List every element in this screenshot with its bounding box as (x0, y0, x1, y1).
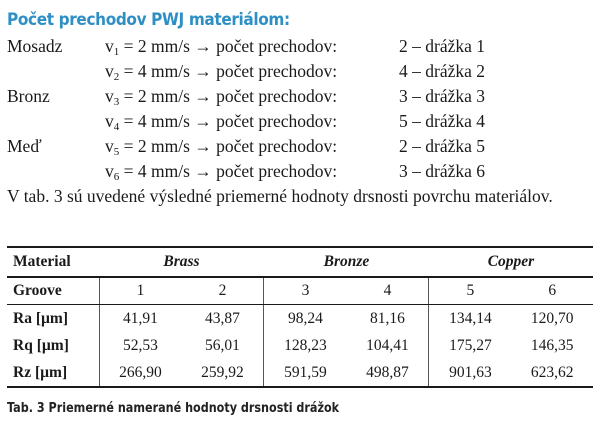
table-cell: 134,14 (449, 309, 492, 327)
equation-text: = 2 mm/s → počet prechodov: (119, 136, 338, 156)
group-header-brass: Brass (99, 247, 264, 277)
pass-row (7, 59, 597, 84)
pass-result: 3 – drážka 3 (399, 86, 486, 106)
table-cell: 901,63 (429, 359, 511, 387)
pass-result: 3 – drážka 6 (399, 161, 486, 181)
body-paragraph: V tab. 3 sú uvedené výsledné priemerné hodnoty drsnosti povrchu materiálov. (7, 186, 553, 206)
pass-count-list (7, 34, 597, 184)
table-cell: 259,92 (181, 359, 263, 387)
speed-equation (105, 159, 337, 184)
row-label: Rq [µm] (7, 332, 99, 359)
pass-row (7, 109, 597, 134)
table-cell: 120,70 (530, 309, 574, 327)
groove-number: 5 (429, 277, 511, 305)
group-header-bronze: Bronze (264, 247, 429, 277)
table-cell: 52,53 (123, 336, 158, 354)
equation-text: = 4 mm/s → počet prechodov: (119, 161, 338, 181)
speed-equation (105, 134, 337, 159)
table-cell: 146,35 (530, 336, 574, 354)
velocity-index: 1 (113, 46, 120, 58)
groove-number: 3 (264, 277, 346, 305)
table-cell: 41,91 (123, 309, 158, 327)
velocity-index: 6 (113, 171, 120, 183)
velocity-symbol: v (105, 36, 114, 56)
pass-row (7, 159, 597, 184)
equation-text: = 4 mm/s → počet prechodov: (119, 61, 338, 81)
pass-result: 2 – drážka 1 (399, 36, 486, 56)
velocity-index: 2 (113, 71, 120, 83)
material-label: Meď (7, 136, 42, 156)
table-cell: 104,41 (346, 332, 428, 359)
velocity-symbol: v (105, 111, 114, 131)
table-header-row (7, 247, 593, 277)
velocity-symbol: v (105, 86, 114, 106)
table-cell: 81,16 (346, 305, 428, 333)
table-row (7, 359, 593, 387)
velocity-symbol: v (105, 161, 114, 181)
table-row (7, 305, 593, 333)
speed-equation (105, 34, 337, 59)
pass-result: 2 – drážka 5 (399, 136, 486, 156)
roughness-table (7, 246, 593, 388)
speed-equation (105, 109, 337, 134)
material-label: Mosadz (7, 36, 63, 56)
pass-row (7, 34, 597, 59)
table-cell: 56,01 (181, 332, 263, 359)
equation-text: = 4 mm/s → počet prechodov: (119, 111, 338, 131)
table-cell: 623,62 (511, 359, 593, 387)
velocity-index: 3 (113, 96, 120, 108)
row-label: Ra [µm] (7, 305, 99, 333)
velocity-symbol: v (105, 136, 114, 156)
pass-row (7, 84, 597, 109)
table-row (7, 332, 593, 359)
velocity-symbol: v (105, 61, 114, 81)
table-cell: 43,87 (181, 305, 263, 333)
table-cell: 591,59 (264, 359, 346, 387)
groove-number: 2 (181, 277, 263, 305)
table-cell: 175,27 (449, 336, 492, 354)
group-header-copper: Copper (429, 247, 593, 277)
row-label: Rz [µm] (7, 359, 99, 387)
material-label: Bronz (7, 86, 50, 106)
velocity-index: 5 (113, 146, 120, 158)
groove-label: Groove (7, 277, 99, 305)
table-cell: 98,24 (288, 309, 323, 327)
table-caption: Tab. 3 Priemerné namerané hodnoty drsnosti drážok (7, 401, 340, 416)
groove-row (7, 277, 593, 305)
speed-equation (105, 84, 337, 109)
pass-result: 5 – drážka 4 (399, 111, 486, 131)
equation-text: = 2 mm/s → počet prechodov: (119, 36, 338, 56)
speed-equation (105, 59, 337, 84)
pass-result: 4 – drážka 2 (399, 61, 486, 81)
groove-number: 1 (99, 277, 181, 305)
groove-number: 4 (346, 277, 428, 305)
groove-number: 6 (511, 277, 593, 305)
equation-text: = 2 mm/s → počet prechodov: (119, 86, 338, 106)
pass-row (7, 134, 597, 159)
material-header: Material (7, 247, 99, 277)
velocity-index: 4 (113, 121, 120, 133)
section-heading: Počet prechodov PWJ materiálom: (7, 10, 290, 30)
table-cell: 266,90 (99, 359, 181, 387)
table-cell: 128,23 (284, 336, 327, 354)
table-cell: 498,87 (346, 359, 428, 387)
